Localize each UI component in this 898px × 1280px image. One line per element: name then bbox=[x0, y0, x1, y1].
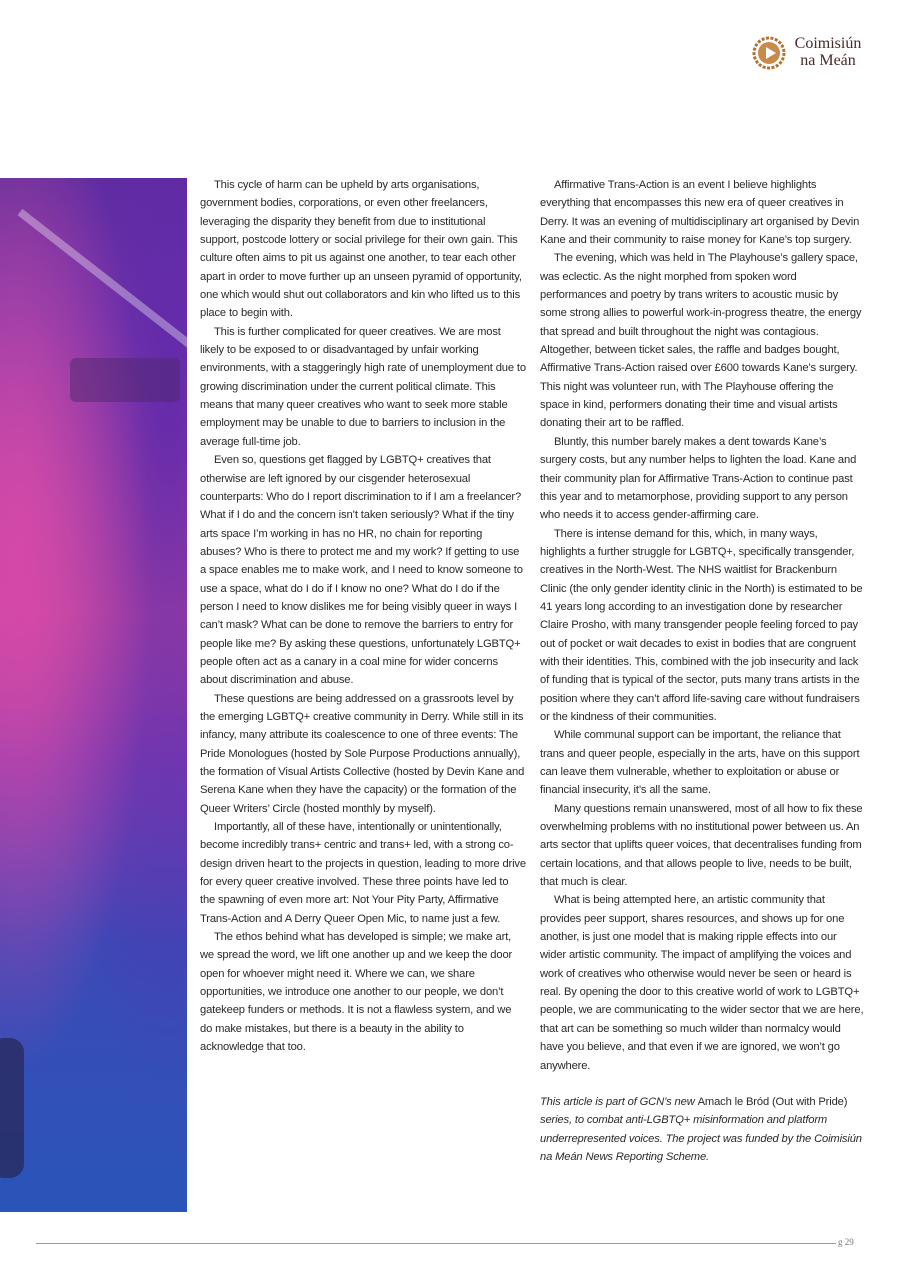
article-photo bbox=[0, 178, 187, 1212]
ceiling-beam bbox=[18, 209, 187, 363]
paragraph: These questions are being addressed on a grassroots level by the emerging LGBTQ+ creative community in Derry. While still in its infancy, many attribute its coalescence to one of three events: The Pride Monologues (hosted by Sole Purpose Productions annually), the formation of Visual Artists Collective (hosted by Devin Kane and Serena Kane when they have the capacity) or the formation of the Queer Writers’ Circle (hosted monthly by myself). bbox=[200, 692, 525, 815]
paragraph: While communal support can be important, the reliance that trans and queer people, especially in the arts, have on this support can leave them vulnerable, whether to exploitation or abuse or financial insecurity, it’s all the same. bbox=[540, 729, 860, 797]
right-column bbox=[540, 176, 864, 1166]
paragraph: Bluntly, this number barely makes a dent towards Kane’s surgery costs, but any number helps to lighten the load. Kane and their community plan for Affirmative Trans-Action to continue past this year and to metamorphose, providing support to any person who needs it to access gender-affirming care. bbox=[540, 435, 857, 522]
paragraph: There is intense demand for this, which, in many ways, highlights a further struggle for LGBTQ+, specifically transgender, creatives in the North-West. The NHS waitlist for Brackenburn Clinic (the only gender identity clinic in the North) is estimated to be 41 years long according to an investigation done by researcher Claire Prosho, with many transgender people feeling forced to pay out of pocket or wait decades to exist in bodies that are congruent with their identities. This, combined with the job insecurity and lack of funding that is typical of the sector, puts many trans artists in the position where they can’t afford life-saving care without fundraisers or the kindness of their communities. bbox=[540, 527, 863, 723]
paragraph: The ethos behind what has developed is simple; we make art, we spread the word, we lift one another up and we keep the door open for whoever might need it. Where we can, we share opportunities, we introduce one another to our people, we don’t gatekeep funders or methods. It is not a flawless system, and we do make mistakes, but there is a beauty in the ability to acknowledge that too. bbox=[200, 931, 513, 1054]
paragraph: Affirmative Trans-Action is an event I believe highlights everything that encompasses this new era of queer creatives in Derry. It was an evening of multidisciplinary art organised by Devin Kane and their community to raise money for Kane’s top surgery. bbox=[540, 179, 860, 247]
logo-line-1: Coimisiún bbox=[794, 35, 862, 52]
paragraph: What is being attempted here, an artistic community that provides peer support, shares resources, and shows up for one another, is just one model that is making ripple effects into our wider artistic community. The impact of amplifying the voices and work of creatives who otherwise would never be seen or heard is real. By opening the door to this creative world of work to LGBTQ+ people, we are communicating to the wider sector that we are here, that art can be something so much wilder than normalcy would have you believe, and that even if we are ignored, we won’t go anywhere. bbox=[540, 894, 864, 1072]
paragraph: This is further complicated for queer creatives. We are most likely to be exposed to or disadvantaged by unfair working environments, with a staggeringly high rate of unemployment due to growing discrimination under the current political climate. This means that many queer creatives who want to seek more stable employment may be unable to due to barriers to inclusion in the average full-time job. bbox=[200, 325, 526, 448]
page-number: g 29 bbox=[838, 1237, 854, 1247]
note-part-1: This article is part of GCN’s new bbox=[540, 1095, 698, 1108]
paragraph: Even so, questions get flagged by LGBTQ+ creatives that otherwise are left ignored by our cisgender heterosexual counterparts: Who do I report discrimination to if I am a freelancer? What if I do and the concern isn’t taken seriously? What if the tiny arts space I’m working in has no HR, no chain for reporting abuses? Who is there to protect me and my work? If getting to use a space enables me to make work, and I need to know someone to use a space, what do I do if I know no one? What do I do if the person I need to know dislikes me for being visibly queer in ways I can’t mask? What can be done to remove the barriers to entry for people like me? By asking these questions, unfortunately LGBTQ+ people often act as a canary in a coal mine for wider concerns about discrimination and abuse. bbox=[200, 454, 523, 687]
logo-line-2: na Meán bbox=[800, 52, 856, 69]
logo-text bbox=[788, 35, 868, 69]
left-column bbox=[200, 176, 526, 1057]
logo-mark-icon bbox=[752, 36, 786, 70]
footer-rule bbox=[36, 1243, 836, 1244]
note-part-2: Amach le Bród (Out with Pride) bbox=[697, 1095, 848, 1108]
light-fixture bbox=[70, 358, 180, 402]
paragraph: This cycle of harm can be upheld by arts organisations, government bodies, corporations, or even other freelancers, leveraging the disparity they benefit from due to institutional support, postcode lottery or social privilege for their own gain. This culture often aims to pit us against one another, to tear each other apart in order to move further up an unseen pyramid of opportunity, one which would shut out collaborators and kin who lifted us to this place to begin with. bbox=[200, 179, 522, 320]
paragraph: Importantly, all of these have, intentionally or unintentionally, become incredibly trans+ centric and trans+ led, with a strong co-design driven heart to the projects in question, leading to more drive for every queer creative involved. These three points have led to the spawning of even more art: Not Your Pity Party, Affirmative Trans-Action and A Derry Queer Open Mic, to name just a few. bbox=[200, 821, 526, 925]
paragraph: Many questions remain unanswered, most of all how to fix these overwhelming problems with no institutional power between us. An arts sector that uplifts queer voices, that decentralises funding from certain locations, and that allows people to live, needs to be built, that much is clear. bbox=[540, 802, 863, 889]
coimisiun-logo bbox=[752, 36, 864, 70]
guitar-shape bbox=[0, 1038, 24, 1178]
note-part-3: series, to combat anti-LGBTQ+ misinformation and platform underrepresented voices. The project was funded by the Coimisiún na Meán News Reporting Scheme. bbox=[540, 1114, 862, 1163]
article-note bbox=[540, 1093, 864, 1166]
paragraph: The evening, which was held in The Playhouse’s gallery space, was eclectic. As the night morphed from spoken word performances and poetry by trans writers to acoustic music by some strong allies to powerful work-in-progress theatre, the energy that spread and built throughout the night was contagious. Altogether, between ticket sales, the raffle and badges bought, Affirmative Trans-Action raised over £600 towards Kane’s surgery. This night was volunteer run, with The Playhouse offering the space in kind, performers donating their time and visual artists donating their art to be raffled. bbox=[540, 252, 862, 430]
